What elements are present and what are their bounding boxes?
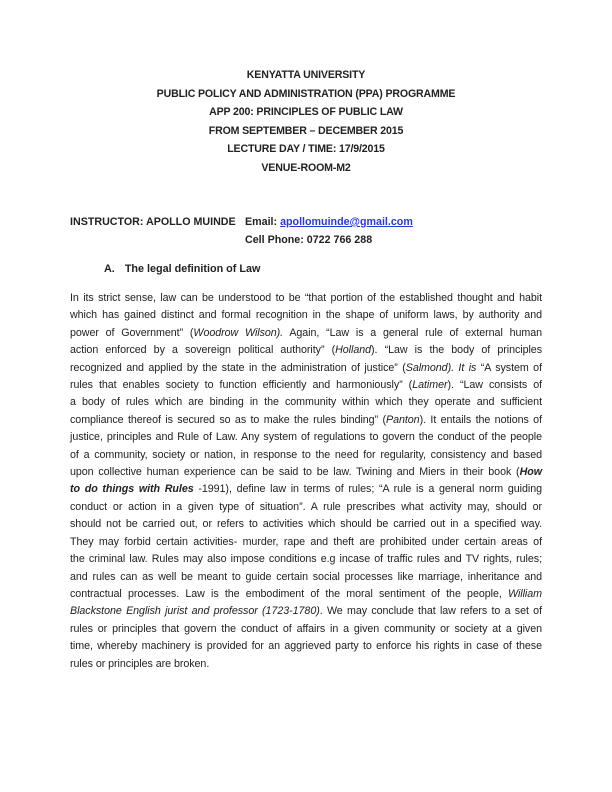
email-label: Email: <box>245 216 278 228</box>
header-line-course: APP 200: PRINCIPLES OF PUBLIC LAW <box>209 106 403 119</box>
body-line: conduct or action in a given type of situation”. A rule prescribes what activity may, should or <box>70 500 542 513</box>
section-number: A. <box>104 263 115 275</box>
body-line: of a community, society or nation, in response to the need for regularity, consistency and based <box>70 448 542 461</box>
instructor-block <box>70 213 542 249</box>
instructor-row-2 <box>70 231 542 249</box>
body-line: upon collective human experience can be said to be law. Twining and Miers in their book (How <box>70 466 542 479</box>
header-line-lecture-time: LECTURE DAY / TIME: 17/9/2015 <box>227 143 385 156</box>
body-line: They may forbid certain activities- murder, rape and theft are prohibited under certain areas of <box>70 535 542 548</box>
header-line-programme: PUBLIC POLICY AND ADMINISTRATION (PPA) PROGRAMME <box>156 87 456 100</box>
body-line: rules or principles that govern the conduct of affairs in a given community or society at a given <box>70 622 542 635</box>
email-link[interactable]: apollomuinde@gmail.com <box>280 216 413 228</box>
header-line-university: KENYATTA UNIVERSITY <box>246 69 366 81</box>
body-line: justice, principles and Rule of Law. Any system of regulations to govern the conduct of the people <box>70 431 542 444</box>
body-line: to do things with Rules -1991), define law in terms of rules; “A rule is a general norm guiding <box>70 483 542 496</box>
document-header <box>0 66 612 178</box>
body-line: Blackstone English jurist and professor (1723-1780). We may conclude that law refers to a set of <box>70 605 542 618</box>
section-title: The legal definition of Law <box>124 263 261 275</box>
body-line: contractual processes. Law is the embodiment of the moral sentiment of the people, William <box>70 587 542 600</box>
email-row <box>245 213 413 231</box>
body-line: action enforced by a sovereign political authority” (Holland). “Law is the body of principles <box>70 344 542 357</box>
body-line: rules that enables society to function efficiently and harmoniously” (Latimer). “Law consists of <box>70 379 543 392</box>
instructor-name: INSTRUCTOR: APOLLO MUINDE <box>70 216 236 228</box>
body-line: compliance thereof is secured so as to make the rules binding” (Panton). It entails the notions of <box>70 413 542 426</box>
section-heading <box>104 260 260 279</box>
body-line: recognized and applied by the state in the administration of justice” (Salmond). It is “A system of <box>70 361 542 374</box>
body-line: and rules can as well be meant to guide certain social processes like marriage, inheritance and <box>70 570 542 583</box>
body-line: should not be carried out, or refers to activities which should be carried out in a specified way. <box>70 518 542 531</box>
header-line-venue: VENUE-ROOM-M2 <box>261 161 351 174</box>
phone-label: Cell Phone: 0722 766 288 <box>245 234 373 246</box>
body-line: the criminal law. Rules may also impose conditions e.g incase of traffic rules and TV rights, rules; <box>70 553 542 566</box>
header-line-term: FROM SEPTEMBER – DECEMBER 2015 <box>208 124 404 137</box>
body-line: rules or principles are broken. <box>70 657 210 670</box>
body-line: a body of rules which are binding in the community within which they operate and sufficient <box>70 396 542 409</box>
body-line: time, whereby machinery is provided for an aggrieved party to enforce his rights in case of these <box>70 640 542 653</box>
body-line: power of Government” (Woodrow Wilson). Again, “Law is a general rule of external human <box>70 326 543 339</box>
body-line: which has gained distinct and formal recognition in the shape of uniform laws, by authority and <box>70 309 542 322</box>
body-line: In its strict sense, law can be understood to be “that portion of the established thought and habit <box>70 292 542 304</box>
instructor-row-1 <box>70 213 542 231</box>
body-paragraph <box>70 290 542 673</box>
